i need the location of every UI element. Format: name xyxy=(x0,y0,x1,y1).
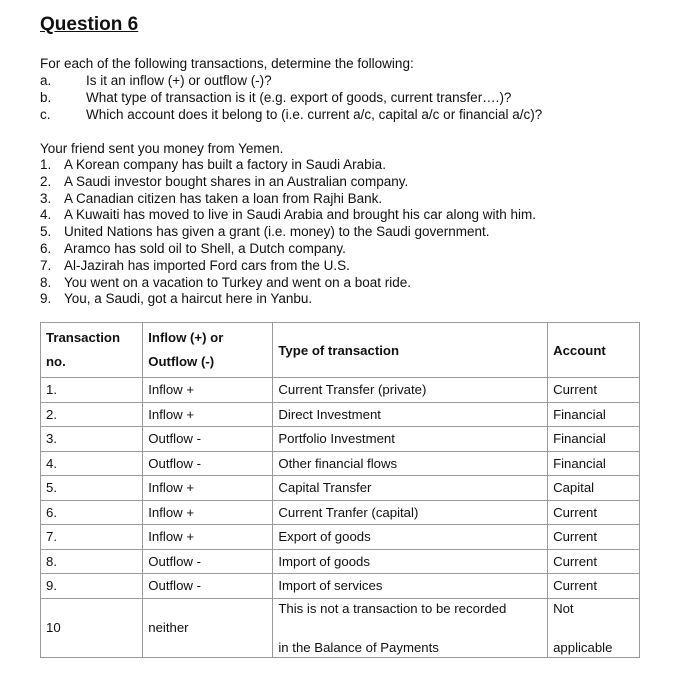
transaction-list xyxy=(40,140,536,308)
cell-type: Export of goods xyxy=(273,525,548,550)
list-item xyxy=(40,207,536,224)
cell-account: Current xyxy=(548,378,640,403)
cell-no: 6. xyxy=(41,500,143,525)
list-item xyxy=(40,291,536,308)
table-row xyxy=(41,525,640,550)
cell-account: Financial xyxy=(548,427,640,452)
table-row xyxy=(41,378,640,403)
list-text: A Saudi investor bought shares in an Australian company. xyxy=(64,173,409,189)
cell-account: Capital xyxy=(548,476,640,501)
question-letter: b. xyxy=(40,90,52,105)
cell-type: Current Tranfer (capital) xyxy=(273,500,548,525)
instructions xyxy=(40,55,542,123)
table-row xyxy=(41,451,640,476)
header-text: Outflow (-) xyxy=(148,354,215,369)
cell-no: 10 xyxy=(41,598,143,657)
table-row xyxy=(41,476,640,501)
list-text: A Canadian citizen has taken a loan from Rajhi Bank. xyxy=(64,190,383,206)
cell-type: Capital Transfer xyxy=(273,476,548,501)
list-number: 4. xyxy=(40,207,52,223)
list-item xyxy=(40,258,536,275)
cell-no: 7. xyxy=(41,525,143,550)
scenario-intro: Your friend sent you money from Yemen. xyxy=(40,141,284,156)
list-number: 9. xyxy=(40,291,52,307)
cell-flow: Outflow - xyxy=(143,574,273,599)
cell-flow: Outflow - xyxy=(143,451,273,476)
list-item xyxy=(40,224,536,241)
list-number: 3. xyxy=(40,190,52,206)
list-number: 8. xyxy=(40,274,52,290)
list-item xyxy=(40,174,536,191)
list-text: Aramco has sold oil to Shell, a Dutch company. xyxy=(64,240,346,256)
cell-account xyxy=(548,598,640,657)
list-text: A Korean company has built a factory in Saudi Arabia. xyxy=(64,157,386,172)
table-row xyxy=(41,574,640,599)
instructions-intro: For each of the following transactions, determine the following: xyxy=(40,56,414,71)
list-item xyxy=(40,191,536,208)
table-row xyxy=(41,402,640,427)
cell-account: Current xyxy=(548,574,640,599)
header-flow xyxy=(143,323,273,378)
cell-account: Financial xyxy=(548,451,640,476)
question-heading: Question 6 xyxy=(40,14,139,35)
cell-type: Other financial flows xyxy=(273,451,548,476)
list-number: 2. xyxy=(40,173,52,189)
cell-flow: Inflow + xyxy=(143,476,273,501)
cell-no: 1. xyxy=(41,378,143,403)
table-row xyxy=(41,598,640,657)
list-text: Al-Jazirah has imported Ford cars from the U.S. xyxy=(64,257,350,273)
cell-type-line: This is not a transaction to be recorded xyxy=(278,600,507,616)
cell-flow: Inflow + xyxy=(143,402,273,427)
table-row xyxy=(41,427,640,452)
cell-type: Import of services xyxy=(273,574,548,599)
cell-flow: Outflow - xyxy=(143,549,273,574)
cell-no: 2. xyxy=(41,402,143,427)
cell-account-line: applicable xyxy=(553,639,613,655)
cell-account: Financial xyxy=(548,402,640,427)
list-item xyxy=(40,275,536,292)
question-text: Which account does it belong to (i.e. current a/c, capital a/c or financial a/c)? xyxy=(86,107,543,122)
header-account: Account xyxy=(548,323,640,378)
table-row xyxy=(41,500,640,525)
cell-type-line: in the Balance of Payments xyxy=(278,639,439,655)
list-text: A Kuwaiti has moved to live in Saudi Arabia and brought his car along with him. xyxy=(64,207,537,223)
cell-flow: Inflow + xyxy=(143,525,273,550)
list-number: 5. xyxy=(40,224,52,240)
list-text: You, a Saudi, got a haircut here in Yanbu. xyxy=(64,291,313,307)
cell-type: Import of goods xyxy=(273,549,548,574)
list-text: You went on a vacation to Turkey and went on a boat ride. xyxy=(64,274,411,290)
cell-type: Portfolio Investment xyxy=(273,427,548,452)
list-item xyxy=(40,241,536,258)
cell-type: Direct Investment xyxy=(273,402,548,427)
list-number: 7. xyxy=(40,257,52,273)
question-text: What type of transaction is it (e.g. export of goods, current transfer….)? xyxy=(86,90,512,105)
cell-no: 8. xyxy=(41,549,143,574)
question-letter: c. xyxy=(40,107,51,122)
list-number: 6. xyxy=(40,240,52,256)
list-number: 1. xyxy=(40,157,52,172)
cell-flow: Outflow - xyxy=(143,427,273,452)
cell-account: Current xyxy=(548,500,640,525)
question-text: Is it an inflow (+) or outflow (-)? xyxy=(86,73,272,88)
table-header-row xyxy=(41,323,640,378)
question-item xyxy=(40,72,542,89)
header-type: Type of transaction xyxy=(273,323,548,378)
cell-no: 3. xyxy=(41,427,143,452)
header-text: Transaction xyxy=(46,330,121,345)
question-letter: a. xyxy=(40,73,52,88)
cell-no: 9. xyxy=(41,574,143,599)
cell-no: 5. xyxy=(41,476,143,501)
question-item xyxy=(40,106,542,123)
cell-account-line: Not xyxy=(553,600,574,616)
cell-account: Current xyxy=(548,549,640,574)
cell-flow: neither xyxy=(143,598,273,657)
cell-flow: Inflow + xyxy=(143,378,273,403)
cell-no: 4. xyxy=(41,451,143,476)
header-transaction-no xyxy=(41,323,143,378)
header-text: Inflow (+) or xyxy=(148,330,224,345)
answer-table xyxy=(40,322,640,658)
table-row xyxy=(41,549,640,574)
question-item xyxy=(40,89,542,106)
list-text: United Nations has given a grant (i.e. money) to the Saudi government. xyxy=(64,224,490,240)
header-text: no. xyxy=(46,354,66,369)
cell-account: Current xyxy=(548,525,640,550)
list-item xyxy=(40,157,536,174)
cell-type: Current Transfer (private) xyxy=(273,378,548,403)
cell-type xyxy=(273,598,548,657)
cell-flow: Inflow + xyxy=(143,500,273,525)
